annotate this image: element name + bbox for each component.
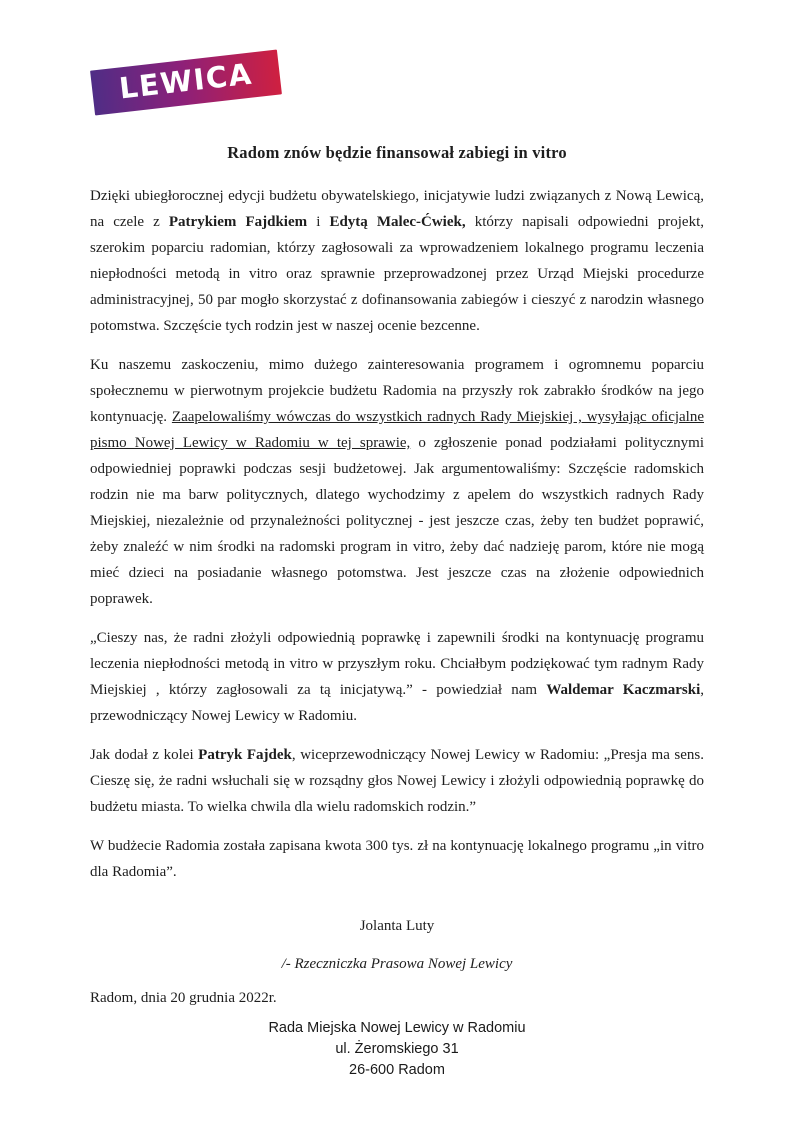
text-run: którzy napisali odpowiedni projekt, szerokim poparciu radomian, którzy zagłosowali za wprowadzeniem lokalnego programu leczenia niepłodności metodą in vitro oraz sprawnie przeprowadzonej przez Urząd Miejski procedurze administracyjnej, 50 par mogło skorzystać z dofinansowania zabiegów i cieszyć z narodzin własnego potomstwa. Szczęście tych rodzin jest w naszej ocenie bezcenne. <box>90 214 704 334</box>
text-run: Waldemar Kaczmarski <box>546 682 701 698</box>
text-run: Patryk Fajdek <box>198 747 292 763</box>
text-run: W budżecie Radomia została zapisana kwota 300 tys. zł na kontynuację lokalnego programu „in vitro dla Radomia”. <box>90 838 704 880</box>
footer-line-organization: Rada Miejska Nowej Lewicy w Radomiu <box>268 1020 526 1036</box>
text-run: Edytą Malec-Ćwiek, <box>329 214 466 230</box>
text-run: , wiceprzewodniczący Nowej Lewicy w Radomiu: „Presja ma sens. Cieszę się, że radni wsłuchali się w rozsądny głos Nowej Lewicy i złożyli odpowiednią poprawkę do budżetu miasta. To wielka chwila dla wielu radomskich rodzin.” <box>90 747 704 815</box>
document-content <box>90 0 704 1011</box>
text-run: Jak dodał z kolei <box>90 747 199 763</box>
lewica-logo-text: LEWICA <box>117 56 255 106</box>
signature-role: /- Rzeczniczka Prasowa Nowej Lewicy <box>281 956 513 972</box>
footer-line-postal: 26-600 Radom <box>349 1062 445 1078</box>
paragraph-quote-fajdek <box>90 742 704 820</box>
text-run: Ku naszemu zaskoczeniu, mimo dużego zainteresowania programem i ogromnemu poparciu społecznemu w pierwotnym projekcie budżetu Radomia na przyszły rok zabrakło środków na jego kontynuację. <box>90 357 704 425</box>
paragraph-budget-amount <box>90 833 704 885</box>
document-title: Radom znów będzie finansował zabiegi in vitro <box>227 143 567 162</box>
paragraph-appeal <box>90 352 704 612</box>
text-run: o zgłoszenie ponad podziałami politycznymi odpowiedniej poprawki podczas sesji budżetowej. Jak argumentowaliśmy: Szczęście radomskich rodzin nie ma barw politycznych, dlatego wychodzimy z apelem do wszystkich radnych Rady Miejskiej, niezależnie od przynależności politycznej - jest jeszcze czas, żeby ten budżet poprawić, żeby znaleźć w nim środki na radomski program in vitro, żeby dać nadzieję parom, które nie mogą mieć dzieci na posiadanie własnego potomstwa. Jest jeszcze czas na złożenie odpowiednich poprawek. <box>90 435 704 607</box>
text-run: , przewodniczący Nowej Lewicy w Radomiu. <box>90 682 704 724</box>
dateline: Radom, dnia 20 grudnia 2022r. <box>90 990 277 1006</box>
text-run: i <box>307 214 330 230</box>
signature-name: Jolanta Luty <box>359 918 435 934</box>
footer-line-street: ul. Żeromskiego 31 <box>335 1041 459 1057</box>
lewica-logo <box>92 56 282 106</box>
text-run: Zaapelowaliśmy wówczas do wszystkich radnych Rady Miejskiej , wysyłając oficjalne pismo Nowej Lewicy w Radomiu w tej sprawie, <box>90 409 705 451</box>
text-run: Dzięki ubiegłorocznej edycji budżetu obywatelskiego, inicjatywie ludzi związanych z Nową Lewicą, na czele z <box>90 188 704 230</box>
lewica-logo-banner <box>90 50 282 116</box>
text-run: „Cieszy nas, że radni złożyli odpowiednią poprawkę i zapewnili środki na kontynuację programu leczenia niepłodności metodą in vitro w przyszłym roku. Chciałbym podziękować tym radnym Rady Miejskiej , którzy zagłosowali za tą inicjatywą.” - powiedział nam <box>90 630 704 698</box>
footer-address <box>0 1018 794 1081</box>
text-run: Patrykiem Fajdkiem <box>168 214 308 230</box>
paragraph-quote-kaczmarski <box>90 625 704 729</box>
paragraph-intro <box>90 183 704 339</box>
